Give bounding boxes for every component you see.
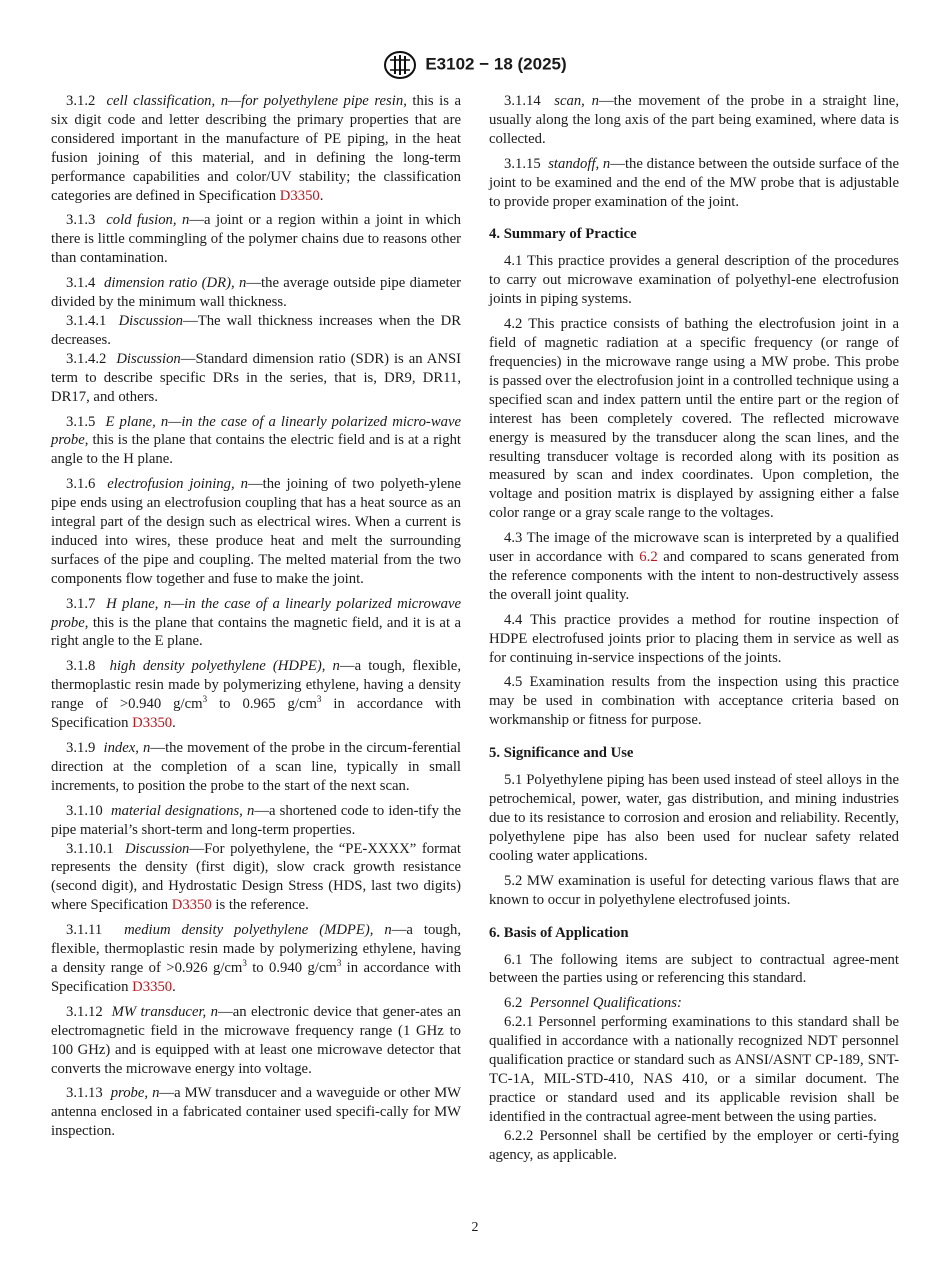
- page-number: 2: [471, 1220, 479, 1235]
- paragraph-3-1-10-1: 3.1.10.1 Discussion—For polyethylene, the “PE-XXXX” format represents the density (first digit), slow crack growth resistance (second digit), and Hydrostatic Design Stress (HDS, last two digits) where Specification D3350 is the reference.: [51, 840, 462, 914]
- paragraph-3-1-10: 3.1.10 material designations, n—a shortened code to iden-tify the pipe material’s short-term and long-term properties.: [51, 802, 461, 838]
- reference-link[interactable]: 6.2: [639, 549, 658, 566]
- section-heading-4: 4. Summary of Practice: [489, 226, 637, 243]
- paragraph-3-1-3: 3.1.3 cold fusion, n—a joint or a region within a joint in which there is little commingling of the polymer chains due to reasons other than contamination.: [51, 212, 461, 267]
- section-heading-5: 5. Significance and Use: [489, 745, 634, 762]
- paragraph-3-1-11: 3.1.11 medium density polyethylene (MDPE), n—a tough, flexible, thermoplastic resin made by polymerizing ethylene, having a density range of >0.926 $g/cm^3$ to 0.940 $g/cm^3$ in accordance with Specification D3350.: [51, 922, 461, 995]
- paragraph-3-1-6: 3.1.6 electrofusion joining, n—the joining of two polyeth-ylene pipe ends using an electrofusion coupling that has a heat source as an integral part of the design such as electrical wires. When a current is induced into wires, these produce heat and melt the surrounding surfaces of the pipe and coupling. The melted material from the two components flow together and fuse to make the joint.: [51, 476, 461, 587]
- paragraph-3-1-4-1: 3.1.4.1 Discussion—The wall thickness increases when the DR decreases.: [51, 312, 461, 348]
- paragraph-6-2-2: 6.2.2 Personnel shall be certified by the employer or certi-fying agency, as applicable.: [489, 1127, 899, 1163]
- paragraph-4-1: 4.1 This practice provides a general description of the procedures to carry out microwave examination of polyethyl-ene electrofusion joints in piping systems.: [489, 253, 899, 308]
- paragraph-5-2: 5.2 MW examination is useful for detecting various flaws that are known to occur in polyethylene electrofused joints.: [489, 872, 899, 908]
- reference-link[interactable]: D3350: [279, 187, 320, 204]
- reference-link[interactable]: D3350: [132, 978, 173, 995]
- section-heading-6: 6. Basis of Application: [489, 924, 629, 941]
- document-designation: E3102 − 18 (2025): [425, 54, 567, 74]
- reference-link[interactable]: D3350: [171, 897, 212, 914]
- paragraph-3-1-7: 3.1.7 H plane, n—in the case of a linearly polarized microwave probe, this is the plane that contains the magnetic field, and it is at a right angle to the E plane.: [51, 595, 461, 650]
- paragraph-3-1-4-2: 3.1.4.2 Discussion—Standard dimension ratio (SDR) is an ANSI term to describe specific DRs in the series, that is, DR9, DR11, DR17, and others.: [51, 350, 462, 405]
- paragraph-3-1-5: 3.1.5 E plane, n—in the case of a linearly polarized micro-wave probe, this is the plane that contains the electric field and is at a right angle to the H plane.: [51, 413, 462, 468]
- paragraph-6-2: 6.2 Personnel Qualifications:: [504, 995, 682, 1012]
- paragraph-4-4: 4.4 This practice provides a method for routine inspection of HDPE electrofused joints prior to placing them in service as well as for continuing in-service inspections of the joints.: [489, 611, 899, 666]
- paragraph-5-1: 5.1 Polyethylene piping has been used instead of steel alloys in the petrochemical, power, water, gas distribution, and mining industries due to its resistance to corrosion and erosion and reliability. Recently, polyethylene pipe has also been used for nuclear safety related cooling water applications.: [489, 772, 899, 864]
- paragraph-6-1: 6.1 The following items are subject to contractual agree-ment between the parties using or referencing this standard.: [489, 951, 899, 987]
- paragraph-3-1-13: 3.1.13 probe, n—a MW transducer and a waveguide or other MW antenna enclosed in a fabricated container used specifi-cally for MW inspection.: [51, 1085, 461, 1140]
- astm-logo-icon: [383, 50, 417, 80]
- paragraph-4-5: 4.5 Examination results from the inspection using this practice may be used in combination with acceptance criteria based on workmanship or fitness for purpose.: [489, 674, 899, 729]
- left-column: [51, 92, 461, 1147]
- paragraph-3-1-9: 3.1.9 index, n—the movement of the probe in the circum-ferential direction at the completion of a scan line, typically in small increments, to position the probe to the start of the next scan.: [51, 740, 462, 794]
- paragraph-3-1-14: 3.1.14 scan, n—the movement of the probe in a straight line, usually along the long axis of the part being examined, where data is collected.: [489, 93, 899, 147]
- right-column: [489, 92, 899, 1171]
- paragraph-3-1-4: 3.1.4 dimension ratio (DR), n—the average outside pipe diameter divided by the minimum wall thickness.: [51, 275, 461, 311]
- paragraph-6-2-1: 6.2.1 Personnel performing examinations to this standard shall be qualified in accordance with a nationally recognized NDT personnel qualification practice or standard such as ANSI/ASNT CP-189, SNT-TC-1A, MIL-STD-410, NAS 410, or a similar document. The practice or standard used and its applicable revision shall be identified in the contractual agree-ment between the using parties.: [489, 1014, 899, 1125]
- paragraph-3-1-8: 3.1.8 high density polyethylene (HDPE), n—a tough, flexible, thermoplastic resin made by polymerizing ethylene, having a density range of >0.940 $g/cm^3$ to 0.965 $g/cm^3$ in accordance with Specification D3350.: [51, 658, 461, 732]
- paragraph-4-2: 4.2 This practice consists of bathing the electrofusion joint in a field of magnetic radiation at a specific frequency (or range of frequencies) in the microwave range using a MW probe. This probe is passed over the electrofusion joint in a controlled technique using a specified scan and index pattern until the entire part or the region of interest has been completely covered. The reflected microwave energy is measured by the transducer along the scan lines, and the resulting transducer voltage is recorded along with its position as measured by scan and index coordinates. Upon completion, the voltage and position matrix is displayed by assigning either a false color range or a gray scale range to the voltages.: [489, 316, 899, 522]
- reference-link[interactable]: D3350: [132, 715, 173, 732]
- page-header: [0, 50, 950, 80]
- paragraph-3-1-12: 3.1.12 MW transducer, n—an electronic device that gener-ates an electromagnetic field in the microwave frequency range (1 GHz to 100 GHz) and is equipped with at least one microwave detector that converts the microwave energy into voltage.: [51, 1003, 461, 1077]
- paragraph-3-1-15: 3.1.15 standoff, n—the distance between the outside surface of the joint to be examined and the end of the MW probe that is adjustable to provide proper examination of the joint.: [489, 155, 899, 210]
- paragraph-3-1-2: 3.1.2 cell classification, n—for polyethylene pipe resin, this is a six digit code and letter describing the primary properties that are considered important in the manufacture of PE piping, in the heat fusion joining of this material, and in defining the long-term performance capabilities and color/UV stability; the classification categories are defined in Specification D3350.: [51, 93, 462, 204]
- paragraph-4-3: 4.3 The image of the microwave scan is interpreted by a qualified user in accordance with 6.2 and compared to scans generated from the reference components with the intent to non-destructively assess the overall joint quality.: [489, 530, 899, 603]
